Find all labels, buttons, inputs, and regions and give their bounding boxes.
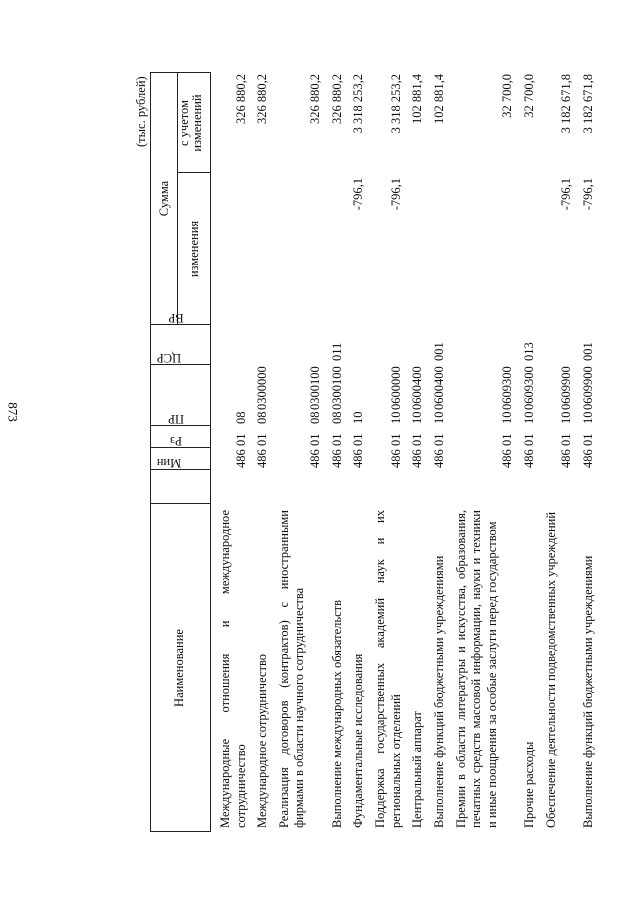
row-csr: 0300100 <box>307 366 322 410</box>
row-total: 102 881,4 <box>410 74 425 124</box>
row-name: Выполнение функций бюджетными учреждениями <box>431 555 446 828</box>
row-csr: 0300100 <box>329 366 344 410</box>
row-rz: 01 <box>233 433 248 446</box>
header-sum: Сумма <box>157 180 171 217</box>
row-total: 326 880,2 <box>255 74 270 124</box>
row-min: 486 <box>559 449 573 468</box>
row-pr: 08 <box>307 411 322 424</box>
row-total: 102 881,4 <box>431 74 446 124</box>
row-csr: 0600000 <box>388 366 403 410</box>
row-pr: 10 <box>521 411 536 424</box>
header-with-changes: с учетом изменений <box>177 94 204 152</box>
row-min: 486 <box>329 449 344 468</box>
units-note: (тыс. рублей) <box>134 76 148 147</box>
row-pr: 10 <box>388 411 403 424</box>
row-change: -796,1 <box>580 178 595 211</box>
row-csr: 0609900 <box>559 366 573 410</box>
row-csr: 0600400 <box>431 366 446 410</box>
row-change: -796,1 <box>559 178 573 211</box>
row-pr: 08 <box>233 411 248 424</box>
row-name: Премии в области литературы и искусства, образования, печатных средств массовой информации, науки и техники и иные поощрения за особые заслуги перед государством <box>453 510 499 828</box>
row-pr: 10 <box>431 411 446 424</box>
row-min: 486 <box>233 449 248 468</box>
header-csr: ЦСР <box>156 351 182 365</box>
row-total: 32 700,0 <box>500 74 515 118</box>
row-rz: 01 <box>580 433 595 446</box>
row-pr: 10 <box>410 411 425 424</box>
row-total: 3 182 671,8 <box>559 74 573 134</box>
row-name: Обеспечение деятельности подведомственных учреждений <box>543 511 558 828</box>
header-vr: ВР <box>168 311 184 325</box>
row-rz: 01 <box>307 433 322 446</box>
row-min: 486 <box>307 449 322 468</box>
row-min: 486 <box>580 449 595 468</box>
row-min: 486 <box>410 449 425 468</box>
row-change: -796,1 <box>351 178 366 211</box>
row-csr: 0600400 <box>410 366 425 410</box>
row-name: Международные отношения и международное сотрудничество <box>218 510 248 828</box>
header-min: Мин <box>156 456 182 470</box>
row-total: 3 182 671,8 <box>580 74 595 134</box>
row-pr: 10 <box>559 411 573 424</box>
budget-table <box>134 30 640 870</box>
row-name: Реализация договоров (контрактов) с иностранными фирмами в области научного сотрудничества <box>276 510 307 828</box>
row-min: 486 <box>255 449 270 468</box>
row-pr: 10 <box>500 411 515 424</box>
row-rz: 01 <box>410 433 425 446</box>
row-csr: 0609300 <box>500 366 515 410</box>
row-min: 486 <box>351 449 366 468</box>
row-pr: 08 <box>255 411 270 424</box>
row-min: 486 <box>500 449 515 468</box>
row-vr: 013 <box>521 342 536 361</box>
row-total: 32 700,0 <box>521 74 536 118</box>
row-total: 326 880,2 <box>307 74 322 124</box>
row-rz: 01 <box>255 433 270 446</box>
row-rz: 01 <box>329 433 344 446</box>
row-rz: 01 <box>351 433 366 446</box>
row-total: 326 880,2 <box>233 74 248 124</box>
header-pr: ПР <box>168 412 184 426</box>
row-rz: 01 <box>500 433 515 446</box>
row-name: Фундаментальные исследования <box>351 653 366 828</box>
row-name: Международное сотрудничество <box>255 653 270 828</box>
row-name: Поддержка государственных академий наук и их региональных отделений <box>373 510 403 828</box>
row-total: 326 880,2 <box>329 74 344 124</box>
row-name: Центральный аппарат <box>410 711 425 828</box>
row-name: Прочие расходы <box>521 741 536 828</box>
row-rz: 01 <box>521 433 536 446</box>
row-min: 486 <box>521 449 536 468</box>
row-name: Выполнение функций бюджетными учреждениями <box>580 555 595 828</box>
row-vr: 001 <box>580 342 595 361</box>
table-header-divider <box>210 72 211 832</box>
row-pr: 10 <box>580 411 595 424</box>
row-rz: 01 <box>388 433 403 446</box>
row-vr: 001 <box>431 342 446 361</box>
row-name: Выполнение международных обязательств <box>329 599 344 828</box>
page-number: 873 <box>5 402 21 422</box>
row-vr: 011 <box>329 342 344 361</box>
row-pr: 10 <box>351 411 366 424</box>
row-min: 486 <box>431 449 446 468</box>
row-csr: 0300000 <box>255 366 270 410</box>
row-pr: 08 <box>329 411 344 424</box>
table-border-top <box>150 72 151 832</box>
row-total: 3 318 253,2 <box>388 74 403 134</box>
row-rz: 01 <box>431 433 446 446</box>
row-change: -796,1 <box>388 178 403 211</box>
header-changes: изменения <box>187 220 201 278</box>
header-rz: Рз <box>170 434 182 448</box>
row-total: 3 318 253,2 <box>351 74 366 134</box>
row-csr: 0609300 <box>521 366 536 410</box>
header-name: Наименование <box>172 629 186 707</box>
row-csr: 0609900 <box>580 366 595 410</box>
row-min: 486 <box>388 449 403 468</box>
row-rz: 01 <box>559 433 573 446</box>
